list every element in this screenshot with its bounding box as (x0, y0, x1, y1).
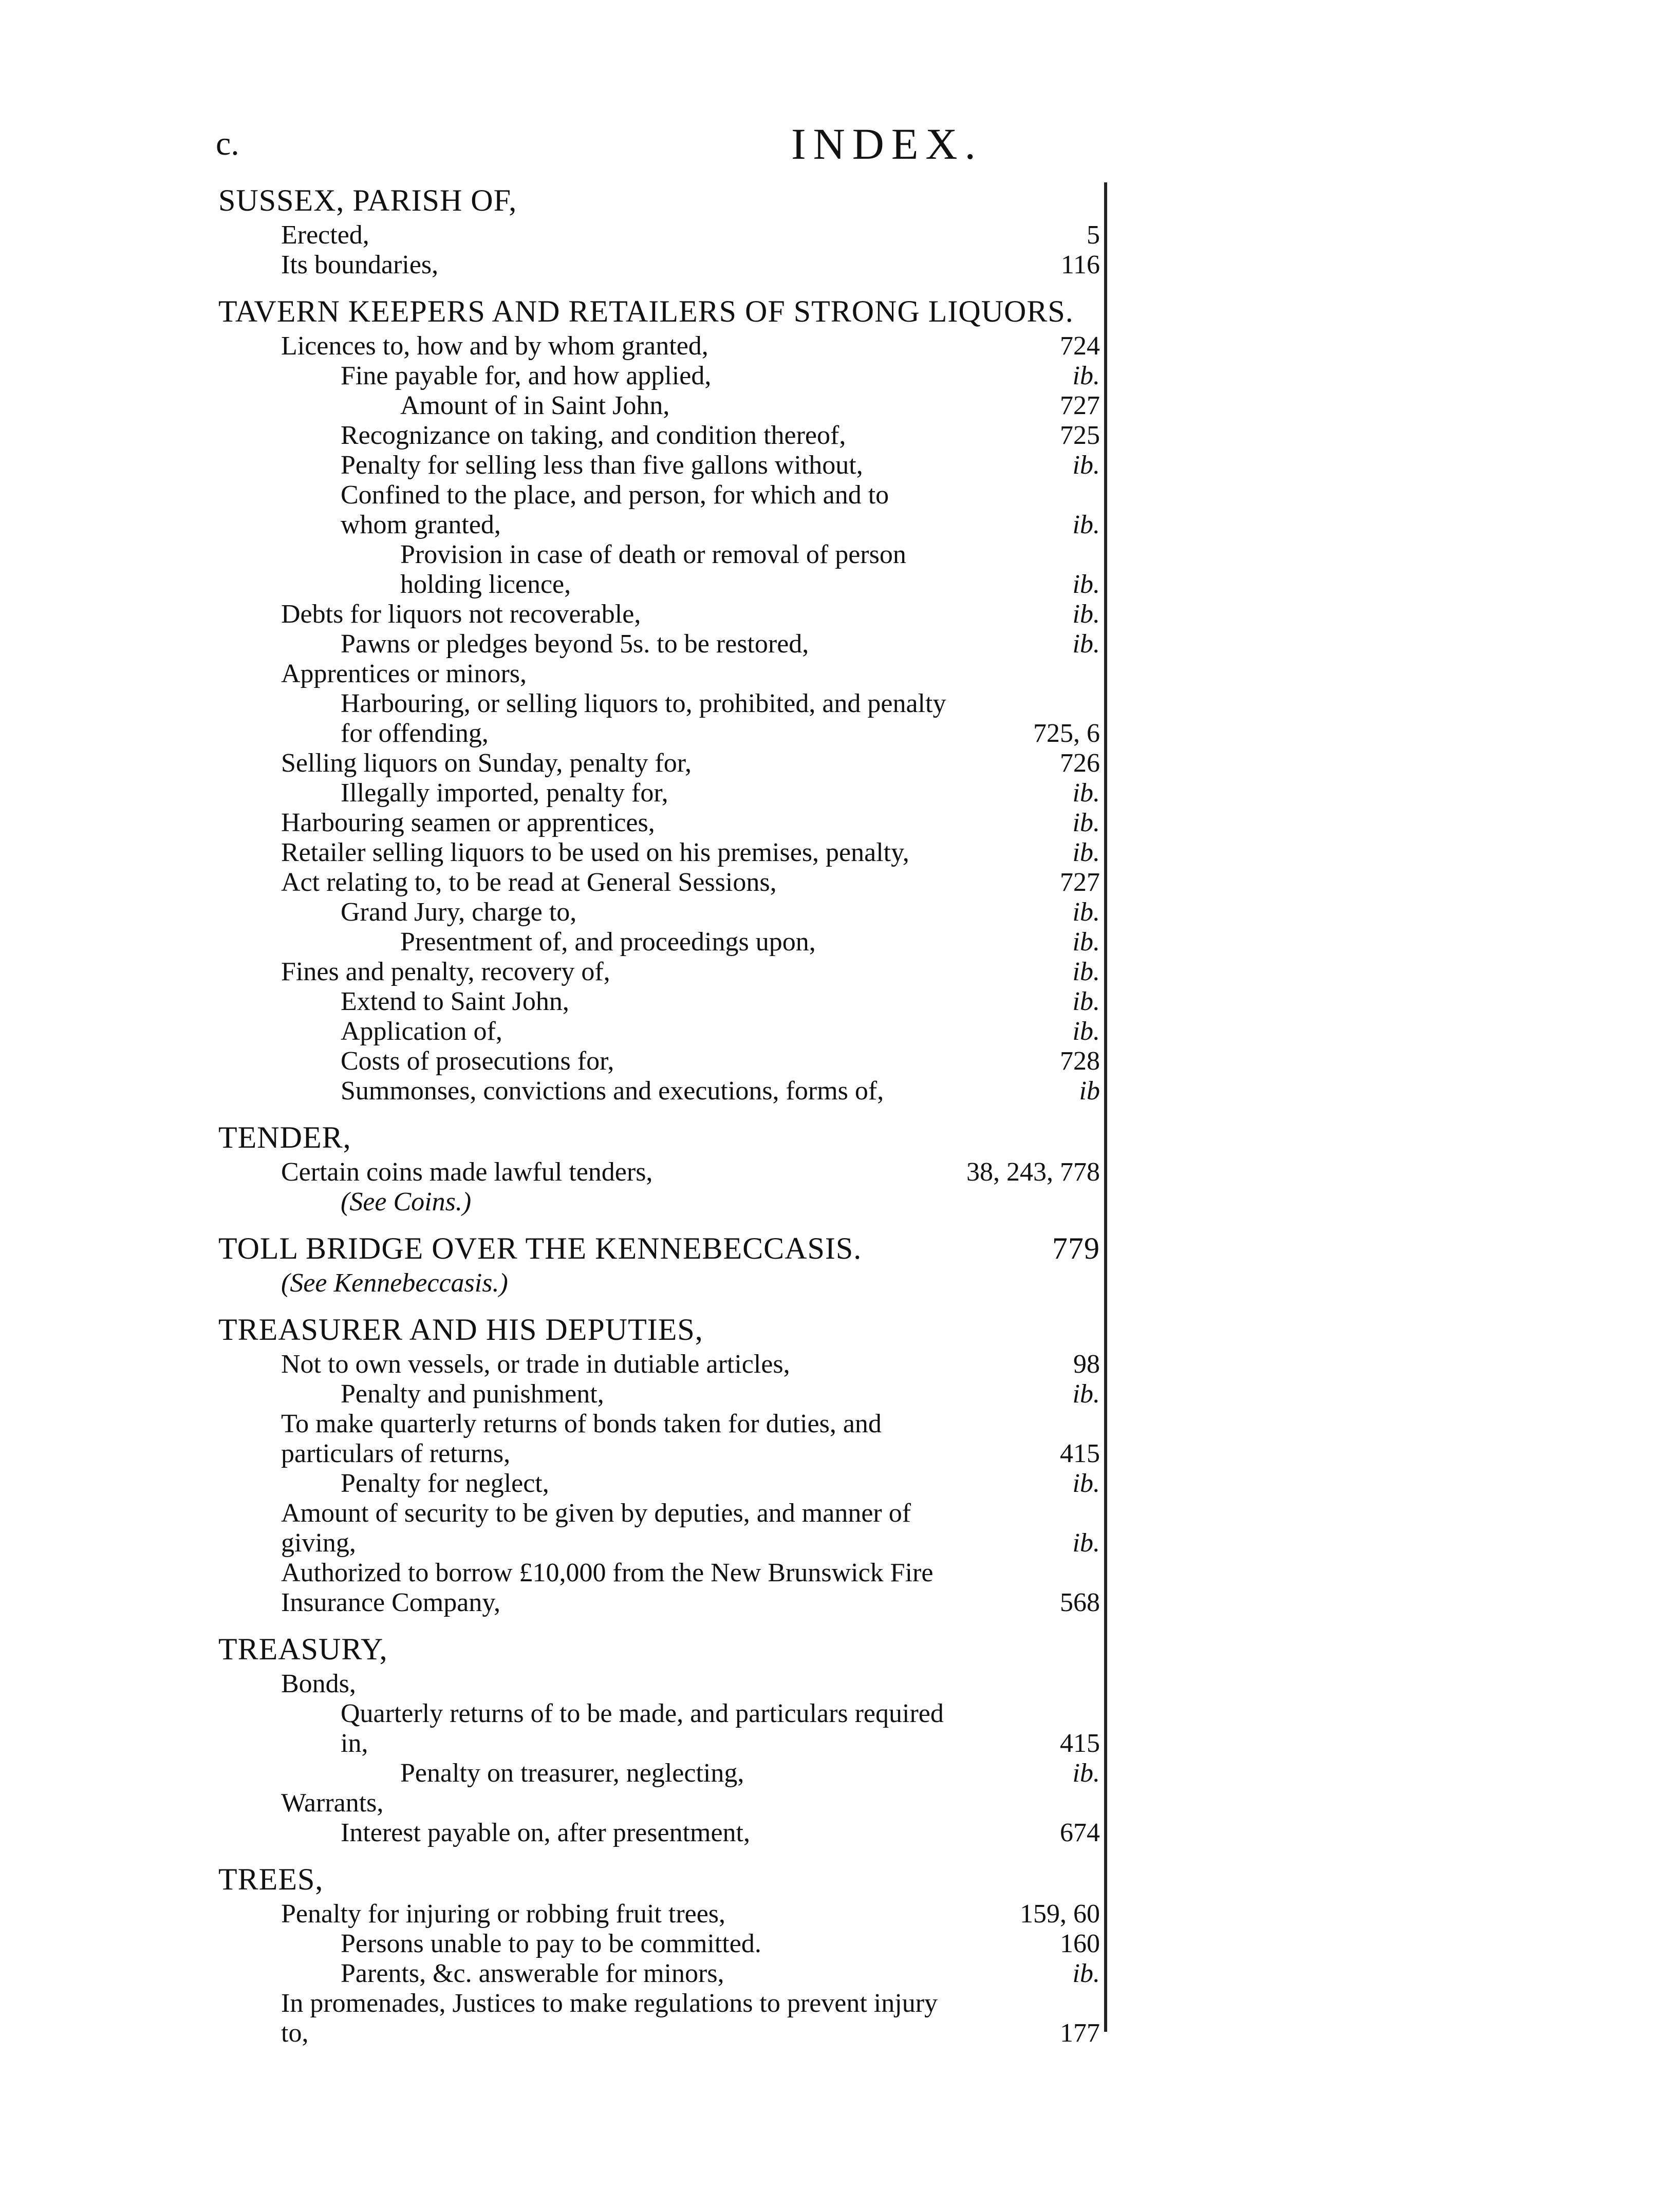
entry-text: Penalty for selling less than five gallons without, (341, 451, 863, 480)
entry-text: Persons unable to pay to be committed. (341, 1929, 761, 1958)
page-title: INDEX. (791, 119, 983, 169)
page-ref: 674 (1060, 1818, 1100, 1847)
page-number: c. (216, 125, 239, 162)
index-section (218, 1631, 1104, 1848)
heading-text: TENDER, (218, 1120, 351, 1154)
index-entry (218, 250, 1104, 280)
entry-text: Amount of security to be given by deputies, and manner of giving, (281, 1499, 911, 1558)
page-ref: ib. (1072, 1759, 1100, 1788)
index-entry (218, 1157, 1104, 1187)
entry-text: Act relating to, to be read at General Sessions, (281, 868, 777, 897)
index-section (218, 182, 1104, 280)
entry-text: Erected, (281, 220, 369, 250)
entry-text: Authorized to borrow £10,000 from the New Brunswick Fire Insurance Company, (281, 1558, 934, 1617)
entry-text: Penalty on treasurer, neglecting, (400, 1759, 744, 1788)
index-entry (218, 421, 1104, 451)
index-entry (218, 1268, 1104, 1298)
page-ref: 568 (1060, 1588, 1100, 1617)
index-entry (218, 1699, 1104, 1759)
index-entry (218, 1959, 1104, 1989)
page-ref: 724 (1060, 331, 1100, 361)
entry-text: Certain coins made lawful tenders, (281, 1157, 653, 1187)
heading-text: TREES, (218, 1862, 324, 1896)
entry-text: Quarterly returns of to be made, and particulars required in, (341, 1699, 944, 1758)
page-ref: 415 (1060, 1439, 1100, 1468)
entry-text: Amount of in Saint John, (400, 391, 670, 420)
page-ref: ib. (1072, 838, 1100, 867)
index-entry (218, 1379, 1104, 1409)
page-ref: 725, 6 (1033, 719, 1100, 748)
page-ref: 98 (1073, 1350, 1100, 1379)
index-entry (218, 1788, 1104, 1818)
entry-text: Illegally imported, penalty for, (341, 778, 668, 808)
index-entry (218, 1187, 1104, 1217)
page-ref: ib. (1072, 808, 1100, 837)
index-entry (218, 1558, 1104, 1618)
section-heading (218, 1230, 1104, 1266)
page-ref: ib. (1072, 629, 1100, 659)
index-entry (218, 868, 1104, 897)
entry-text: Its boundaries, (281, 250, 439, 279)
heading-page-ref: 779 (1052, 1231, 1100, 1265)
entry-text: Interest payable on, after presentment, (341, 1818, 750, 1847)
index-entry (218, 1669, 1104, 1699)
index-entry (218, 361, 1104, 391)
index-entry (218, 629, 1104, 659)
page-ref: ib. (1072, 1469, 1100, 1498)
page-ref: ib. (1072, 957, 1100, 986)
page-ref: ib. (1072, 570, 1100, 599)
entry-text: Debts for liquors not recoverable, (281, 600, 641, 629)
entry-text: In promenades, Justices to make regulations to prevent injury to, (281, 1989, 938, 2048)
entry-text: Application of, (341, 1017, 502, 1046)
entry-text: Confined to the place, and person, for which and to whom granted, (341, 480, 889, 539)
page-ref: 728 (1060, 1046, 1100, 1076)
index-section (218, 1230, 1104, 1298)
heading-text: TAVERN KEEPERS AND RETAILERS OF STRONG LIQUORS. (218, 294, 1074, 328)
index-entry (218, 808, 1104, 838)
section-heading (218, 1631, 1104, 1667)
index-entry (218, 1989, 1104, 2048)
index-entry (218, 749, 1104, 778)
index-entry (218, 659, 1104, 689)
cross-reference: (See Kennebeccasis.) (281, 1268, 508, 1298)
entry-text: Not to own vessels, or trade in dutiable articles, (281, 1350, 790, 1379)
entry-text: Fine payable for, and how applied, (341, 361, 712, 390)
page-ref: 725 (1060, 421, 1100, 450)
index-entry (218, 600, 1104, 629)
entry-text: Pawns or pledges beyond 5s. to be restored, (341, 629, 809, 659)
entry-text: Fines and penalty, recovery of, (281, 957, 610, 986)
index-entry (218, 1818, 1104, 1848)
index-entry (218, 451, 1104, 480)
page-ref: ib. (1072, 897, 1100, 927)
entry-text: Penalty for neglect, (341, 1469, 549, 1498)
entry-text: Penalty and punishment, (341, 1379, 604, 1409)
heading-text: TREASURY, (218, 1632, 388, 1666)
page-ref: 159, 60 (1020, 1899, 1100, 1929)
index-section (218, 1861, 1104, 2048)
index-entry (218, 1046, 1104, 1076)
index-section (218, 293, 1104, 1106)
index-entry (218, 689, 1104, 749)
entry-text: Harbouring seamen or apprentices, (281, 808, 655, 837)
index-entry (218, 1350, 1104, 1379)
page-ref: ib. (1072, 1528, 1100, 1558)
entry-text: Apprentices or minors, (281, 659, 527, 688)
heading-text: TOLL BRIDGE OVER THE KENNEBECCASIS. (218, 1231, 862, 1265)
entry-text: Parents, &c. answerable for minors, (341, 1959, 724, 1988)
entry-text: Costs of prosecutions for, (341, 1046, 614, 1076)
page-ref: 116 (1060, 250, 1100, 279)
entry-text: Warrants, (281, 1788, 384, 1818)
index-section (218, 1119, 1104, 1217)
section-heading (218, 1119, 1104, 1155)
index-section (218, 1312, 1104, 1618)
page-ref: ib. (1072, 987, 1100, 1016)
page-ref: ib. (1072, 778, 1100, 808)
page-ref: ib (1079, 1076, 1100, 1106)
page-ref: ib. (1072, 927, 1100, 957)
page-ref: ib. (1072, 1959, 1100, 1988)
section-heading (218, 1312, 1104, 1348)
index-entry (218, 1899, 1104, 1929)
index-entry (218, 1499, 1104, 1558)
index-entry (218, 480, 1104, 540)
entry-text: Summonses, convictions and executions, forms of, (341, 1076, 884, 1106)
page-ref: ib. (1072, 1379, 1100, 1409)
entry-text: Licences to, how and by whom granted, (281, 331, 708, 361)
index-entry (218, 331, 1104, 361)
heading-text: TREASURER AND HIS DEPUTIES, (218, 1313, 703, 1346)
index-body (218, 182, 1107, 2048)
index-entry (218, 838, 1104, 868)
section-heading (218, 293, 1104, 329)
page-ref: 177 (1060, 2018, 1100, 2048)
entry-text: Extend to Saint John, (341, 987, 569, 1016)
page-ref: 415 (1060, 1729, 1100, 1758)
entry-text: Retailer selling liquors to be used on his premises, penalty, (281, 838, 909, 867)
entry-text: To make quarterly returns of bonds taken for duties, and particulars of returns, (281, 1409, 882, 1468)
index-entry (218, 1076, 1104, 1106)
index-entry (218, 897, 1104, 927)
page-ref: 726 (1060, 749, 1100, 778)
cross-reference: (See Coins.) (341, 1187, 472, 1217)
entry-text: Harbouring, or selling liquors to, prohibited, and penalty for offending, (341, 689, 946, 748)
entry-text: Provision in case of death or removal of person holding licence, (400, 540, 906, 599)
entry-text: Selling liquors on Sunday, penalty for, (281, 749, 692, 778)
entry-text: Penalty for injuring or robbing fruit trees, (281, 1899, 726, 1929)
page-ref: ib. (1072, 361, 1100, 390)
entry-text: Bonds, (281, 1669, 356, 1698)
index-entry (218, 540, 1104, 600)
page-ref: ib. (1072, 451, 1100, 480)
index-entry (218, 927, 1104, 957)
index-entry (218, 1409, 1104, 1469)
page-header (0, 118, 1680, 180)
index-entry (218, 1759, 1104, 1788)
index-entry (218, 1469, 1104, 1499)
page-ref: ib. (1072, 600, 1100, 629)
page-ref: 727 (1060, 391, 1100, 420)
entry-text: Grand Jury, charge to, (341, 897, 577, 927)
index-entry (218, 957, 1104, 987)
page-ref: ib. (1072, 1017, 1100, 1046)
index-entry (218, 1929, 1104, 1959)
index-entry (218, 220, 1104, 250)
entry-text: Presentment of, and proceedings upon, (400, 927, 816, 957)
section-heading (218, 182, 1104, 218)
index-entry (218, 987, 1104, 1017)
page-ref: ib. (1072, 510, 1100, 539)
entry-text: Recognizance on taking, and condition thereof, (341, 421, 846, 450)
page-ref: 160 (1060, 1929, 1100, 1958)
page-ref: 727 (1060, 868, 1100, 897)
index-entry (218, 391, 1104, 421)
index-entry (218, 1017, 1104, 1046)
heading-text: SUSSEX, PARISH OF, (218, 183, 517, 217)
page-ref: 5 (1087, 220, 1100, 250)
section-heading (218, 1861, 1104, 1897)
index-entry (218, 778, 1104, 808)
page-ref: 38, 243, 778 (966, 1157, 1100, 1187)
